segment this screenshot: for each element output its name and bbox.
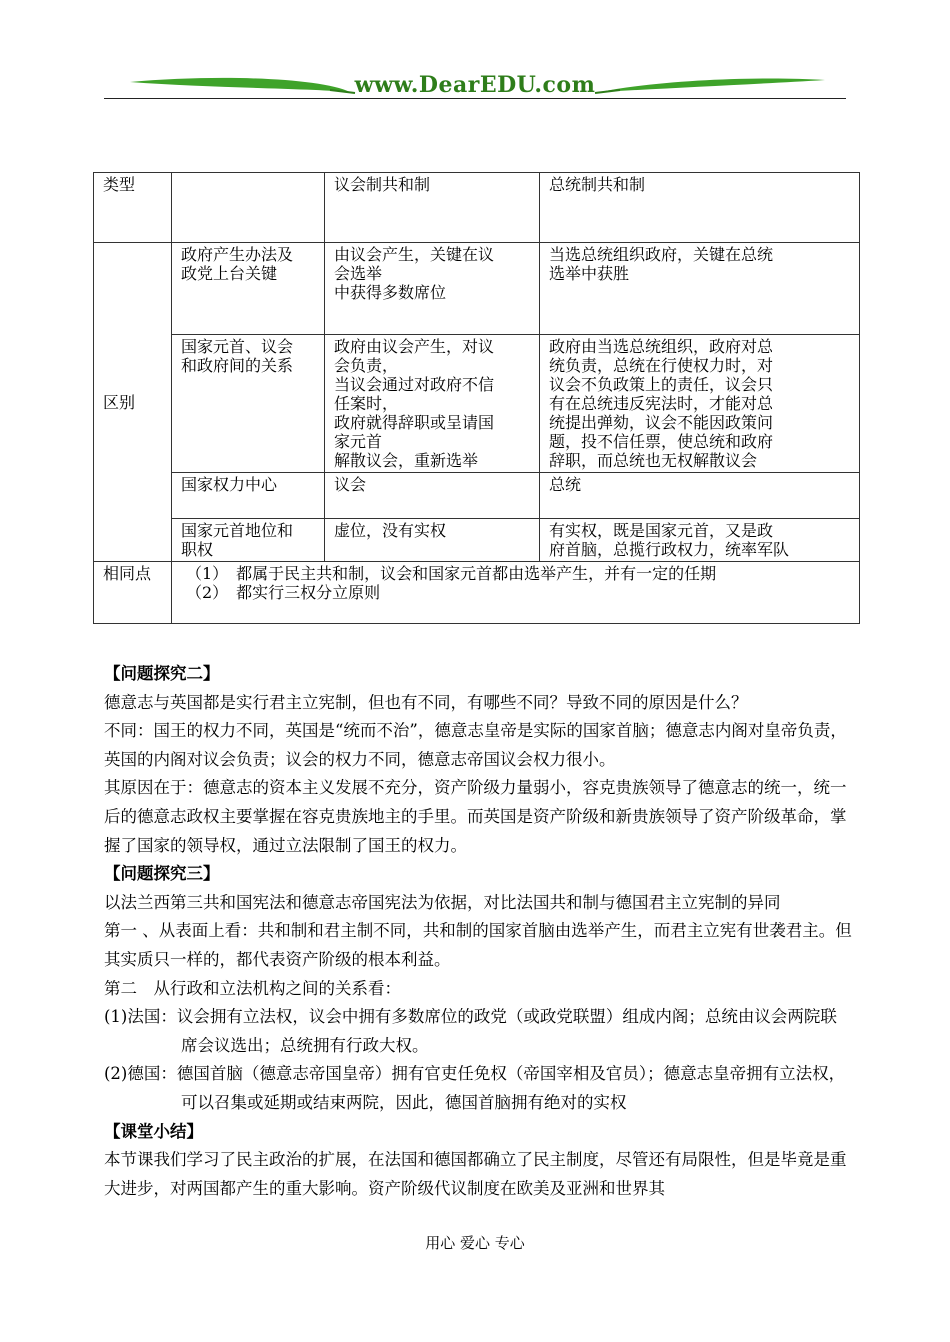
item-cell [172,335,325,473]
paragraph: 德意志与英国都是实行君主立宪制，但也有不同，有哪些不同？导致不同的原因是什么？ [104,692,748,712]
table-row [94,335,860,473]
table-row [94,243,860,335]
table-row [94,473,860,519]
cell-text: 府首脑，总揽行政权力，统率军队 [549,540,790,559]
cell-text: 相同点 [103,564,152,583]
paragraph: 第一 、从表面上看：共和制和君主制不同，共和制的国家首脑由选举产生，而君主立宪有世袭君主。但其实质只一样的，都代表资产阶级的根本利益。 [104,921,852,969]
section-heading: 【课堂小结】 [104,1121,203,1141]
cell-text: 统负责，总统在行使权力时，对 [549,356,774,375]
cell-text: 议会不负政策上的责任，议会只 [549,375,774,394]
cell-text: 国家元首地位和 [181,521,294,540]
cell-text: 总统 [549,475,582,494]
same-items-cell [172,562,860,624]
paragraph: (1)法国：议会拥有立法权，议会中拥有多数席位的政党（或政党联盟）组成内阁；总统由议会两院联席会议选出；总统拥有行政大权。 [104,1007,837,1055]
site-name: www.DearEDU.com [354,72,596,98]
cell-text: 选举中获胜 [549,264,630,283]
item-cell [172,243,325,335]
paragraph: 本节课我们学习了民主政治的扩展，在法国和德国都确立了民主制度，尽管还有局限性，但是毕竟是重大进步，对两国都产生的重大影响。资产阶级代议制度在欧美及亚洲和世界其 [104,1150,847,1198]
cell-text: 任案时， [334,394,399,413]
cell-text: 会选举 [334,264,383,283]
cell-text: 统提出弹劾，议会不能因政策问 [549,413,774,432]
cell-text: 题，投不信任票，使总统和政府 [549,432,774,451]
parliamentary-cell [325,335,540,473]
cell-text: 区别 [103,392,136,412]
diff-label-cell [94,243,172,562]
parliamentary-cell [325,473,540,519]
paragraph: (2)德国：德国首脑（德意志帝国皇帝）拥有官吏任免权（帝国宰相及官员）；德意志皇帝拥有立法权，可以召集或延期或结束两院，因此，德国首脑拥有绝对的实权 [104,1064,846,1112]
cell-text: 政府产生办法及 [181,245,294,264]
header-cell [172,173,325,243]
cell-text: （1） 都属于民主共和制，议会和国家元首都由选举产生，并有一定的任期 [186,564,717,583]
cell-text: 有实权，既是国家元首，又是政 [549,521,774,540]
presidential-cell [540,519,860,562]
cell-text: 议会 [334,475,367,494]
cell-text: 政府由当选总统组织，政府对总 [549,337,774,356]
header-rule [104,98,846,99]
header-cell [540,173,860,243]
cell-text: 国家元首、议会 [181,337,294,356]
section-heading: 【问题探究三】 [104,864,220,884]
item-cell [172,519,325,562]
cell-text: 家元首 [334,432,383,451]
header-cell [94,173,172,243]
cell-text: 当选总统组织政府，关键在总统 [549,245,774,264]
cell-text: 当议会通过对政府不信 [334,375,495,394]
body-text [104,660,852,1203]
cell-text: 议会制共和制 [334,175,431,194]
site-logo [100,70,850,106]
cell-text: 总统制共和制 [549,175,646,194]
cell-text: 和政府间的关系 [181,356,294,375]
presidential-cell [540,243,860,335]
presidential-cell [540,473,860,519]
cell-text: 政府由议会产生，对议 [334,337,495,356]
cell-text: 国家权力中心 [181,475,278,494]
comparison-table [93,172,860,624]
presidential-cell [540,335,860,473]
table-row [94,519,860,562]
paragraph: 其原因在于：德意志的资本主义发展不充分，资产阶级力量弱小，容克贵族领导了德意志的统一，统一后的德意志政权主要掌握在容克贵族地主的手里。而英国是资产阶级和新贵族领导了资产阶级革命，掌握了国家的领导权，通过立法限制了国王的权力。 [104,778,847,855]
cell-text: 由议会产生，关键在议 [334,245,495,264]
cell-text: 会负责， [334,356,399,375]
cell-text: 解散议会，重新选举 [334,451,479,470]
cell-text: 政府就得辞职或呈请国 [334,413,495,432]
item-cell [172,473,325,519]
table-row-similarities [94,562,860,624]
paragraph: 以法兰西第三共和国宪法和德意志帝国宪法为依据，对比法国共和制与德国君主立宪制的异同 [104,892,781,912]
header-cell [325,173,540,243]
cell-text: 职权 [181,540,214,559]
cell-text: 政党上台关键 [181,264,278,283]
table-header-row [94,173,860,243]
cell-text: 虚位，没有实权 [334,521,447,540]
parliamentary-cell [325,243,540,335]
parliamentary-cell [325,519,540,562]
page-footer: 用心 爱心 专心 [425,1234,525,1252]
paragraph: 不同：国王的权力不同，英国是“统而不治”，德意志皇帝是实际的国家首脑；德意志内阁对皇帝负责，英国的内阁对议会负责；议会的权力不同，德意志帝国议会权力很小。 [104,721,847,769]
cell-text: 有在总统违反宪法时，才能对总 [549,394,774,413]
section-heading: 【问题探究二】 [104,664,220,683]
cell-text: 中获得多数席位 [334,283,447,302]
cell-text: 辞职，而总统也无权解散议会 [549,451,758,470]
cell-text: 类型 [103,175,136,194]
paragraph: 第二 从行政和立法机构之间的关系看： [104,978,401,998]
same-label-cell [94,562,172,624]
cell-text: （2） 都实行三权分立原则 [186,583,381,602]
